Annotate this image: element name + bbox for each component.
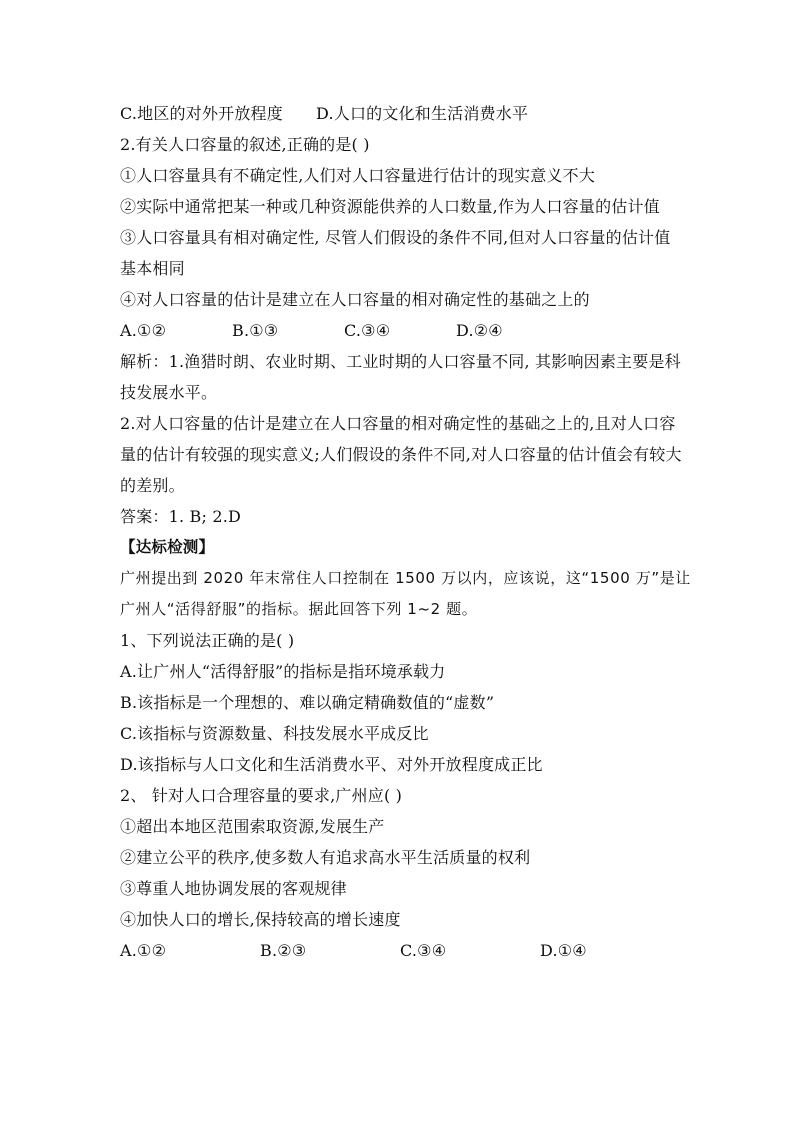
section-intro-1: 广州提出到 2020 年末常住人口控制在 1500 万以内，应该说，这“1500 万”是让 (120, 569, 691, 587)
q2-options (120, 315, 680, 346)
t2-option-a: A.①② (120, 941, 167, 960)
q1-option-d: D.人口的文化和生活消费水平 (316, 104, 529, 123)
q2-item-2: ②实际中通常把某一种或几种资源能供养的人口数量,作为人口容量的估计值 (120, 197, 660, 216)
t2-item-1: ①超出本地区范围索取资源,发展生产 (120, 817, 385, 836)
t2-option-c: C.③④ (400, 941, 447, 960)
t2-stem: 2、 针对人口合理容量的要求,广州应( ) (120, 786, 403, 805)
t1-option-a: A.让广州人“活得舒服”的指标是指环境承载力 (120, 662, 446, 681)
section-title: 【达标检测】 (120, 538, 215, 556)
t1-option-d: D.该指标与人口文化和生活消费水平、对外开放程度成正比 (120, 755, 543, 774)
analysis-line-5: 的差别。 (120, 476, 185, 495)
t2-options (120, 935, 680, 966)
t2-option-d: D.①④ (540, 941, 587, 960)
analysis-line-4: 量的估计有较强的现实意义;人们假设的条件不同,对人口容量的估计值会有较大 (120, 445, 682, 464)
q2-option-b: B.①③ (232, 321, 279, 340)
analysis-line-1: 解析：1.渔猎时朗、农业时期、工业时期的人口容量不同, 其影响因素主要是科 (120, 352, 681, 371)
q2-option-d: D.②④ (456, 321, 503, 340)
analysis-line-2: 技发展水平。 (120, 383, 218, 402)
t2-option-b: B.②③ (260, 941, 307, 960)
q1-option-c: C.地区的对外开放程度 (120, 104, 283, 123)
section-intro-2: 广州人“活得舒服”的指标。据此回答下列 1~2 题。 (120, 600, 478, 618)
q2-stem: 2.有关人口容量的叙述,正确的是( ) (120, 135, 370, 154)
document-page (120, 98, 691, 966)
answer-line: 答案：1. B; 2.D (120, 507, 242, 526)
q2-option-a: A.①② (120, 321, 167, 340)
t1-stem: 1、下列说法正确的是( ) (120, 631, 295, 650)
t1-option-b: B.该指标是一个理想的、难以确定精确数值的“虚数” (120, 693, 495, 712)
t2-item-4: ④加快人口的增长,保持较高的增长速度 (120, 910, 401, 929)
q2-item-3: ③人口容量具有相对确定性, 尽管人们假设的条件不同,但对人口容量的估计值 (120, 228, 671, 247)
q2-option-c: C.③④ (344, 321, 391, 340)
t2-item-2: ②建立公平的秩序,使多数人有追求高水平生活质量的权利 (120, 848, 531, 867)
q2-item-4: ④对人口容量的估计是建立在人口容量的相对确定性的基础之上的 (120, 290, 590, 309)
t2-item-3: ③尊重人地协调发展的客观规律 (120, 879, 347, 898)
q2-item-3-cont: 基本相同 (120, 259, 185, 278)
t1-option-c: C.该指标与资源数量、科技发展水平成反比 (120, 724, 429, 743)
analysis-line-3: 2.对人口容量的估计是建立在人口容量的相对确定性的基础之上的,且对人口容 (120, 414, 676, 433)
q2-item-1: ①人口容量具有不确定性,人们对人口容量进行估计的现实意义不大 (120, 166, 596, 185)
q1-options-cd (120, 98, 680, 129)
